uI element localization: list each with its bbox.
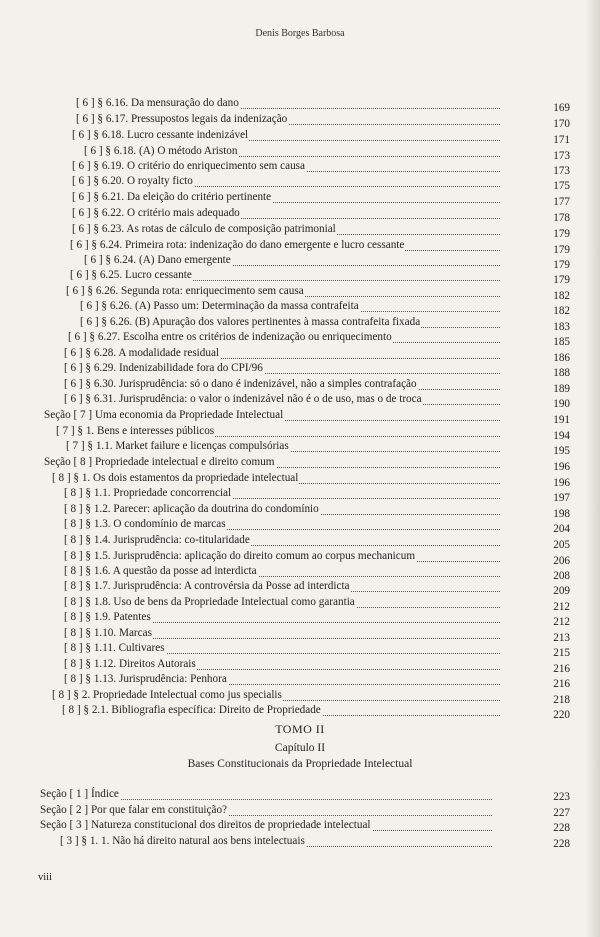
toc-entry-title: [ 6 ] § 6.24. (A) Dano emergente	[84, 254, 231, 266]
toc-entry-page: 177	[553, 196, 570, 208]
chapter-number: Capítulo II	[274, 742, 326, 754]
toc-entry-title: [ 6 ] § 6.26. Segunda rota: enriquecimento sem causa	[66, 285, 304, 297]
toc-entry	[0, 238, 600, 256]
toc-entry-title: [ 8 ] § 2.1. Bibliografia específica: Direito de Propriedade	[62, 704, 321, 716]
toc-entry-title: [ 6 ] § 6.22. O critério mais adequado	[72, 207, 240, 219]
toc-entry-title: Seção [ 7 ] Uma economia da Propriedade Intelectual	[44, 409, 284, 421]
toc-entry-page: 173	[553, 150, 570, 162]
toc-entry-title: [ 8 ] § 1.3. O condomínio de marcas	[64, 518, 226, 530]
toc-entry-page: 209	[553, 585, 570, 597]
chapter-title: Bases Constitucionais da Propriedade Intelectual	[187, 758, 413, 770]
toc-entry-title: [ 6 ] § 6.18. Lucro cessante indenizável	[72, 129, 249, 141]
toc-entry-title: [ 6 ] § 6.21. Da eleição do critério pertinente	[72, 191, 272, 203]
toc-entry-title: [ 7 ] § 1.1. Market failure e licenças compulsórias	[66, 440, 289, 452]
toc-entry-page: 195	[553, 445, 570, 457]
toc-entry-page: 216	[553, 678, 570, 690]
toc-entry-page: 216	[553, 663, 570, 675]
toc-entry-title: [ 8 ] § 1.6. A questão da posse ad interdicta	[64, 565, 257, 577]
toc-entry-page: 178	[553, 212, 570, 224]
toc-entry-title: [ 6 ] § 6.25. Lucro cessante	[70, 269, 192, 281]
page-number: viii	[38, 872, 53, 883]
toc-entry-title: [ 8 ] § 1.12. Direitos Autorais	[64, 658, 196, 670]
toc-entry-title: [ 8 ] § 1.7. Jurisprudência: A controvérsia da Posse ad interdicta	[64, 580, 350, 592]
toc-entry-title: [ 8 ] § 1.13. Jurisprudência: Penhora	[64, 673, 227, 685]
toc-entry-page: 198	[553, 508, 570, 520]
toc-entry	[0, 315, 600, 333]
toc-entry-page: 182	[553, 290, 570, 302]
toc-entry-title: [ 8 ] § 1. Os dois estamentos da propriedade intelectual	[52, 472, 299, 484]
toc-entry-page: 173	[553, 165, 570, 177]
toc-entry-page: 171	[553, 134, 570, 146]
toc-entry-title: [ 8 ] § 1.8. Uso de bens da Propriedade Intelectual como garantia	[64, 596, 355, 608]
toc-entry-page: 213	[553, 632, 570, 644]
toc-entry-title: Seção [ 1 ] Índice	[40, 788, 119, 800]
toc-entry-title: [ 6 ] § 6.17. Pressupostos legais da indenização	[76, 113, 288, 125]
toc-entry-page: 228	[553, 822, 570, 834]
toc-entry-title: [ 8 ] § 2. Propriedade Intelectual como jus specialis	[52, 689, 282, 701]
toc-entry-title: [ 8 ] § 1.10. Marcas	[64, 627, 152, 639]
toc-entry-page: 188	[553, 367, 570, 379]
toc-entry-page: 175	[553, 180, 570, 192]
toc-entry-page: 228	[553, 838, 570, 850]
toc-entry-title: [ 3 ] § 1. 1. Não há direito natural aos bens intelectuais	[60, 835, 305, 847]
toc-entry-page: 197	[553, 492, 570, 504]
toc-entry-page: 183	[553, 321, 570, 333]
toc-entry-title: [ 8 ] § 1.5. Jurisprudência: aplicação do direito comum ao corpus mechanicum	[64, 550, 416, 562]
running-head: Denis Borges Barbosa	[255, 28, 345, 39]
toc-entry-title: Seção [ 8 ] Propriedade intelectual e direito comum	[44, 456, 275, 468]
toc-entry	[0, 579, 600, 597]
toc-entry-title: Seção [ 2 ] Por que falar em constituição?	[40, 804, 228, 816]
toc-entry-page: 185	[553, 336, 570, 348]
toc-entry-title: [ 6 ] § 6.16. Da mensuração do dano	[76, 97, 239, 109]
toc-entry-page: 218	[553, 694, 570, 706]
toc-entry-page: 179	[553, 259, 570, 271]
toc-entry-page: 190	[553, 398, 570, 410]
toc-entry-page: 196	[553, 477, 570, 489]
toc-entry-title: [ 6 ] § 6.20. O royalty ficto	[72, 175, 193, 187]
toc-entry-title: [ 6 ] § 6.24. Primeira rota: indenização do dano emergente e lucro cessante	[70, 239, 405, 251]
toc-entry-page: 191	[553, 414, 570, 426]
toc-entry-title: [ 6 ] § 6.28. A modalidade residual	[64, 347, 220, 359]
toc-entry-page: 223	[553, 791, 570, 803]
toc-entry	[0, 330, 600, 348]
toc-entry-title: [ 6 ] § 6.23. As rotas de cálculo de composição patrimonial	[72, 223, 336, 235]
toc-entry-page: 205	[553, 539, 570, 551]
toc-entry	[0, 377, 600, 395]
toc-entry-title: [ 6 ] § 6.26. (B) Apuração dos valores pertinentes à massa contrafeita fixada	[80, 316, 421, 328]
toc-entry-title: [ 8 ] § 1.9. Patentes	[64, 611, 151, 623]
toc-entry-page: 220	[553, 709, 570, 721]
toc-entry	[0, 595, 600, 613]
toc-entry-page: 196	[553, 461, 570, 473]
toc-entry-page: 169	[553, 102, 570, 114]
toc-entry-page: 179	[553, 228, 570, 240]
toc-entry-title: [ 8 ] § 1.1. Propriedade concorrencial	[64, 487, 232, 499]
toc-entry-page: 215	[553, 647, 570, 659]
toc-entry-page: 208	[553, 570, 570, 582]
toc-entry	[0, 284, 600, 302]
toc-entry	[0, 159, 600, 177]
toc-entry-title: [ 6 ] § 6.19. O critério do enriquecimento sem causa	[72, 160, 305, 172]
toc-entry	[0, 299, 600, 317]
toc-entry	[0, 502, 600, 520]
toc-entry-title: [ 6 ] § 6.29. Indenizabilidade fora do CPI/96	[64, 362, 263, 374]
toc-entry	[0, 834, 600, 849]
toc-entry-title: [ 8 ] § 1.11. Cultivares	[64, 642, 165, 654]
toc-entry-title: [ 6 ] § 6.18. (A) O método Ariston	[84, 145, 238, 157]
toc-entry-page: 170	[553, 118, 570, 130]
toc-entry-page: 189	[553, 383, 570, 395]
toc-entry-title: Seção [ 3 ] Natureza constitucional dos direitos de propriedade intelectual	[40, 819, 371, 831]
toc-entry-title: [ 6 ] § 6.31. Jurisprudência: o valor o indenizável não é o de uso, mas o de troca	[64, 393, 422, 405]
toc-entry	[0, 703, 600, 721]
toc-entry-page: 204	[553, 523, 570, 535]
toc-entry	[0, 222, 600, 240]
toc-entry-page: 194	[553, 430, 570, 442]
toc-entry-page: 212	[553, 601, 570, 613]
volume-heading: TOMO II	[275, 722, 325, 736]
toc-entry-title: [ 6 ] § 6.26. (A) Passo um: Determinação da massa contrafeita	[80, 300, 359, 312]
toc-entry-title: [ 6 ] § 6.27. Escolha entre os critérios de indenização ou enriquecimento	[68, 331, 392, 343]
toc-entry	[0, 392, 600, 410]
toc-entry-title: [ 7 ] § 1. Bens e interesses públicos	[56, 425, 215, 437]
toc-entry	[0, 818, 600, 833]
toc-entry-title: [ 8 ] § 1.2. Parecer: aplicação da doutrina do condomínio	[64, 503, 319, 515]
toc-entry-page: 186	[553, 352, 570, 364]
toc-entry	[0, 549, 600, 567]
toc-entry-page: 182	[553, 305, 570, 317]
toc-entry-page: 179	[553, 274, 570, 286]
toc-entry-page: 212	[553, 616, 570, 628]
toc-entry-page: 227	[553, 807, 570, 819]
toc-entry-title: [ 6 ] § 6.30. Jurisprudência: só o dano é indenizável, não a simples contrafação	[64, 378, 417, 390]
toc-entry-page: 206	[553, 555, 570, 567]
toc-entry-title: [ 8 ] § 1.4. Jurisprudência: co-titularidade	[64, 534, 250, 546]
toc-entry-page: 179	[553, 244, 570, 256]
